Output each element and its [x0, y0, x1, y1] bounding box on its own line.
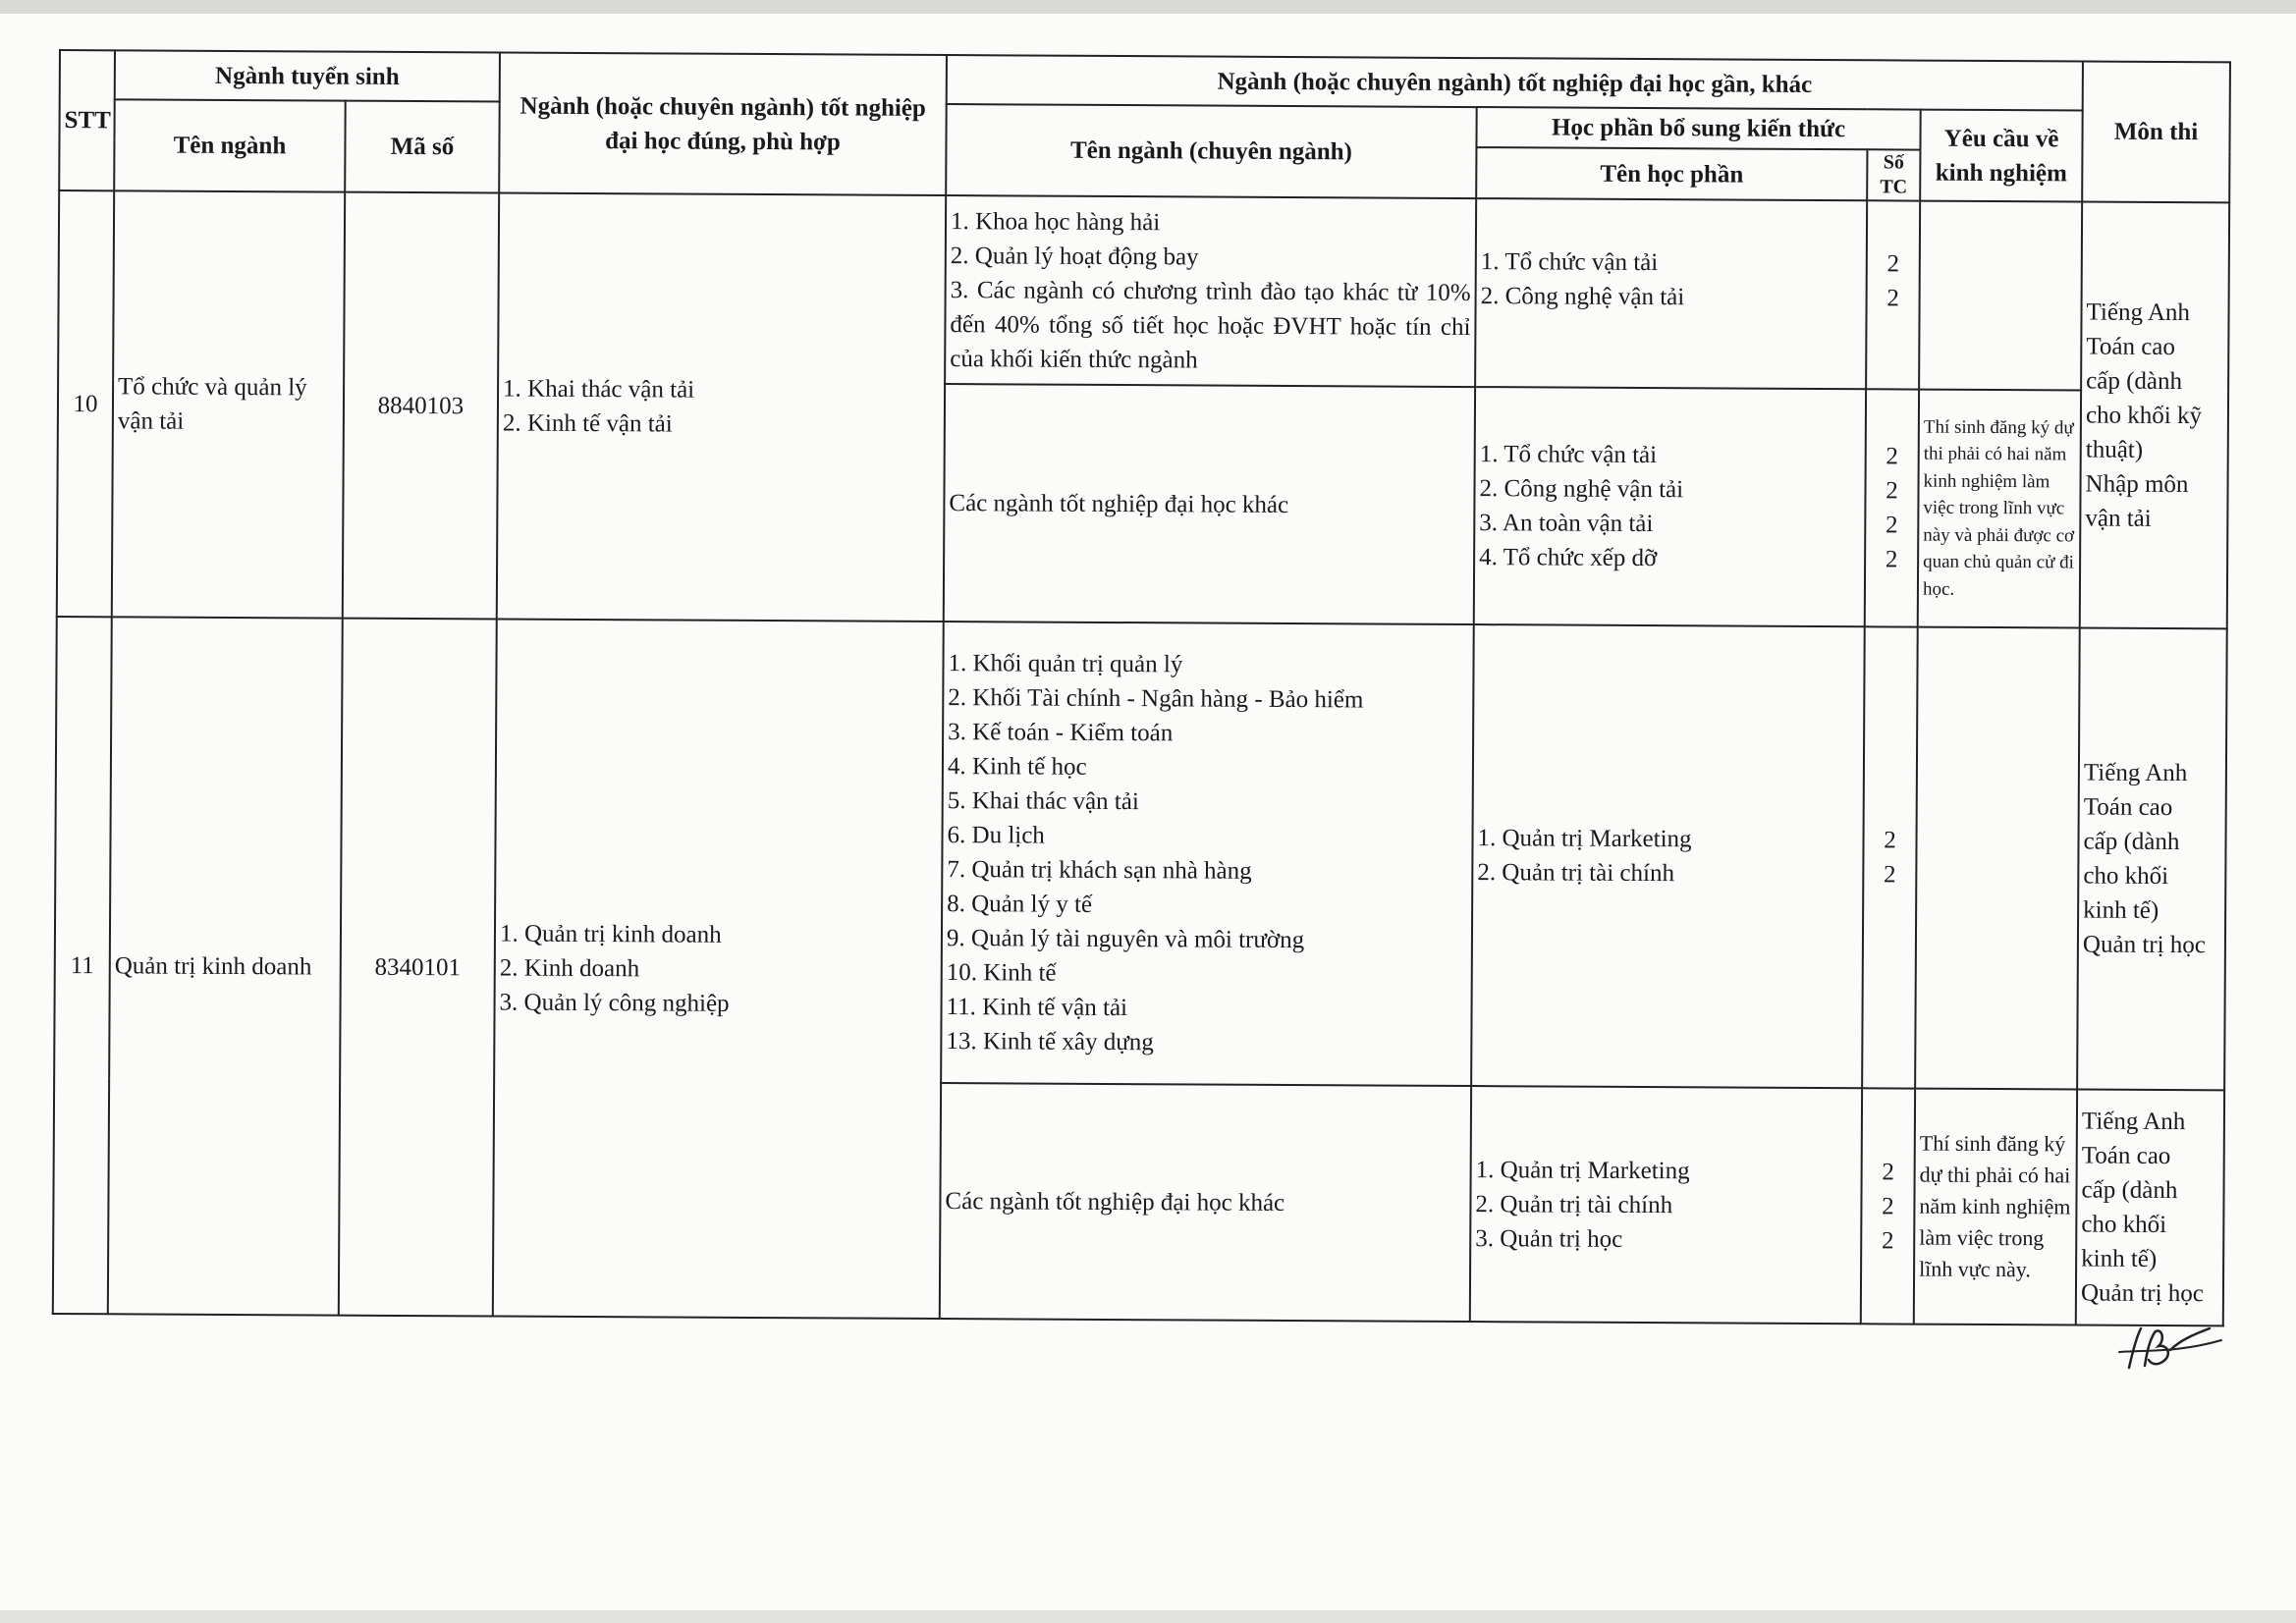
list-item: Toán cao [2083, 793, 2173, 822]
sub-nganh-gan: Các ngành tốt nghiệp đại học khác [944, 384, 1475, 624]
list-item: 2. Kinh doanh [499, 954, 640, 982]
header-hoc-phan-bo-sung: Học phần bổ sung kiến thức [1476, 107, 1920, 150]
header-nganh-dung: Ngành (hoặc chuyên ngành) tốt nghiệp đại học đúng, phù hợp [499, 53, 947, 196]
row-ma-so: 8340101 [339, 619, 497, 1317]
list-item: Tiếng Anh [2081, 1108, 2186, 1136]
row-nganh-dung [493, 619, 944, 1319]
list-item: 1. Quản trị kinh doanh [499, 920, 722, 948]
sub-hoc-phan [1470, 1086, 1862, 1324]
header-stt: STT [59, 50, 115, 190]
list-item: 3. An toàn vận tải [1479, 510, 1654, 538]
sub-yeu-cau [1915, 627, 2080, 1090]
list-item: 2. Kinh tế vận tải [502, 409, 673, 438]
header-so-tc-line: TC [1880, 176, 1908, 198]
header-mon-thi: Môn thi [2082, 62, 2230, 203]
list-item: 2 [1886, 285, 1899, 312]
handwritten-initials [2111, 1321, 2229, 1380]
header-ma-so: Mã số [345, 101, 500, 193]
list-item: 6. Du lịch [947, 822, 1045, 849]
list-item: cấp (dành [2081, 1176, 2178, 1205]
list-item: 2 [1886, 512, 1898, 539]
list-item: 1. Quản trị Marketing [1477, 825, 1692, 853]
row-ma-so: 8840103 [343, 192, 499, 620]
list-item: 2 [1886, 443, 1899, 470]
list-item: Quản trị học [2082, 931, 2207, 959]
list-item: 9. Quản lý tài nguyên và môi trường [946, 925, 1305, 954]
sub-yeu-cau: Thí sinh đăng ký dự thi phải có hai năm kinh nghiệm làm việc trong lĩnh vực này và phải được cơ quan chủ quản cử đi học. [1918, 390, 2081, 628]
list-item: 2 [1886, 250, 1900, 278]
sub-so-tc [1866, 200, 1920, 389]
list-item: cho khối [2083, 862, 2169, 891]
sub-hoc-phan [1471, 624, 1865, 1088]
sub-mon-thi [2077, 628, 2227, 1091]
list-item: Toán cao [2086, 333, 2176, 360]
row-ten-nganh: Tổ chức và quản lý vận tải [112, 190, 345, 618]
list-item: 11. Kinh tế vận tải [946, 994, 1128, 1022]
sub-nganh-gan: Các ngành tốt nghiệp đại học khác [940, 1083, 1471, 1322]
list-item: 1. Quản trị Marketing [1475, 1156, 1690, 1184]
list-item: 1. Tổ chức vận tải [1479, 441, 1658, 469]
table-row [54, 617, 2227, 1090]
list-item: cho khối [2081, 1211, 2167, 1239]
list-item: 2. Quản trị tài chính [1477, 859, 1675, 888]
list-item: 5. Khai thác vận tải [947, 787, 1139, 816]
list-item: kinh tế) [2081, 1245, 2158, 1272]
header-nganh-tuyen-sinh: Ngành tuyển sinh [115, 50, 500, 101]
list-item: 3. Kế toán - Kiểm toán [948, 719, 1174, 747]
list-item: thuật) [2085, 436, 2144, 463]
header-ten-hoc-phan: Tên học phần [1476, 147, 1867, 200]
document-sheet [52, 49, 2229, 1308]
scan-edge-top [0, 0, 2296, 14]
sub-yeu-cau: Thí sinh đăng ký dự thi phải có hai năm kinh nghiệm làm việc trong lĩnh vực này. [1914, 1089, 2077, 1325]
sub-mon-thi [2076, 1089, 2224, 1325]
sub-yeu-cau [1919, 201, 2082, 391]
list-item: 1. Khối quản trị quản lý [948, 650, 1183, 678]
table-row [58, 190, 2229, 391]
list-item: vận tải [2085, 505, 2152, 532]
header-ten-nganh: Tên ngành [114, 99, 346, 191]
sub-nganh-gan [941, 622, 1474, 1086]
list-item: 2. Quản trị tài chính [1475, 1190, 1673, 1218]
sub-so-tc [1861, 1088, 1915, 1324]
list-item: Tiếng Anh [2083, 759, 2188, 787]
list-item: 2 [1882, 1192, 1894, 1219]
list-item: 3. Các ngành có chương trình đào tạo khác từ 10% đến 40% tổng số tiết học hoặc ĐVHT hoặc tín chỉ của khối kiến thức ngành [950, 276, 1471, 373]
list-item: 2 [1884, 827, 1896, 854]
list-item: 10. Kinh tế [946, 959, 1057, 987]
list-item: cấp (dành [2083, 828, 2180, 856]
header-so-tc [1867, 149, 1920, 200]
list-item: Quản trị học [2080, 1279, 2205, 1308]
list-item: 2 [1882, 1158, 1894, 1185]
list-item: 2. Công nghệ vận tải [1480, 283, 1685, 311]
list-item: 2. Khối Tài chính - Ngân hàng - Bảo hiểm [948, 684, 1364, 714]
header-nganh-gan: Ngành (hoặc chuyên ngành) tốt nghiệp đại học gần, khác [947, 55, 2083, 110]
sub-so-tc [1865, 389, 1919, 626]
list-item: 2. Quản lý hoạt động bay [950, 242, 1199, 270]
sub-so-tc [1862, 626, 1918, 1088]
list-item: 1. Tổ chức vận tải [1480, 248, 1659, 277]
list-item: Tiếng Anh [2086, 298, 2191, 326]
list-item: cho khối kỹ [2085, 402, 2203, 429]
list-item: cấp (dành [2086, 367, 2183, 395]
list-item: 8. Quản lý y tế [947, 891, 1093, 918]
sub-hoc-phan [1474, 387, 1866, 626]
scan-edge-bottom [0, 1610, 2296, 1623]
list-item: 1. Khai thác vận tải [503, 375, 695, 404]
list-item: 4. Kinh tế học [947, 753, 1087, 781]
list-item: 2 [1885, 546, 1898, 573]
list-item: 2 [1884, 861, 1896, 889]
row-nganh-dung [497, 193, 946, 622]
list-item: 2 [1886, 477, 1898, 505]
list-item: kinh tế) [2083, 896, 2159, 924]
list-item: 3. Quản lý công nghiệp [499, 989, 730, 1017]
header-yeu-cau: Yêu cầu về kinh nghiệm [1920, 110, 2083, 202]
list-item: 2 [1881, 1226, 1894, 1254]
list-item: Toán cao [2081, 1142, 2171, 1170]
header-ten-nganh-chuyen-nganh: Tên ngành (chuyên ngành) [946, 104, 1477, 198]
row-stt: 10 [57, 190, 114, 617]
row-mon-thi [2080, 202, 2229, 629]
list-item: 1. Khoa học hàng hải [950, 207, 1161, 236]
list-item: 2. Công nghệ vận tải [1479, 475, 1684, 504]
list-item: 3. Quản trị học [1475, 1224, 1623, 1253]
list-item: Nhập môn [2085, 470, 2189, 498]
row-ten-nganh: Quản trị kinh doanh [108, 617, 343, 1315]
list-item: 7. Quản trị khách sạn nhà hàng [947, 856, 1252, 885]
sub-hoc-phan [1475, 198, 1867, 389]
list-item: 4. Tổ chức xếp dỡ [1479, 544, 1658, 572]
sub-nganh-gan [945, 195, 1476, 387]
header-so-tc-line: Số [1883, 151, 1905, 174]
list-item: 13. Kinh tế xây dựng [946, 1028, 1154, 1056]
row-stt: 11 [53, 617, 112, 1314]
admission-table [52, 49, 2231, 1326]
